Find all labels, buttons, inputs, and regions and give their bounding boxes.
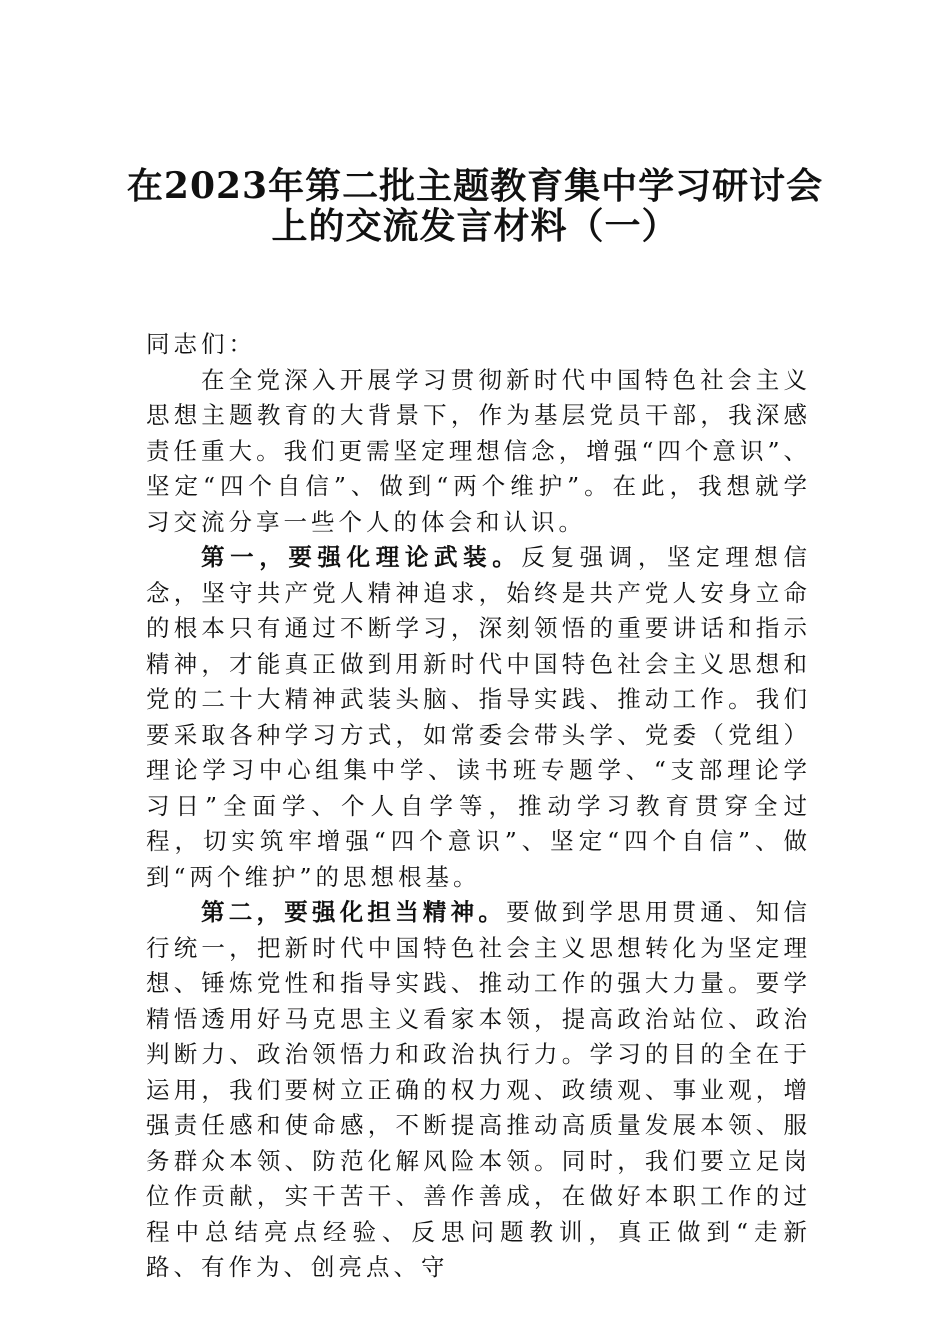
section-1-lead: 第一，要强化理论武装。 [201,543,522,571]
document-title-line-1: 在2023年第二批主题教育集中学习研讨会 [126,165,824,207]
section-paragraph-2 [146,895,811,1286]
section-2-lead: 第二，要强化担当精神。 [201,898,507,926]
section-2-text: 要做到学思用贯通、知信行统一，把新时代中国特色社会主义思想转化为坚定理想、锤炼党性和指导实践、推动工作的强大力量。要学精悟透用好马克思主义看家本领，提高政治站位、政治判断力、政治领悟力和政治执行力。学习的目的全在于运用，我们要树立正确的权力观、政绩观、事业观，增强责任感和使命感，不断提高推动高质量发展本领、服务群众本领、防范化解风险本领。同时，我们要立足岗位作贡献，实干苦干、善作善成，在做好本职工作的过程中总结亮点经验、反思问题教训，真正做到“走新路、有作为、创亮点、守 [146,898,812,1281]
document-body [146,327,811,1286]
section-1-text: 反复强调，坚定理想信念，坚守共产党人精神追求，始终是共产党人安身立命的根本只有通过不断学习，深刻领悟的重要讲话和指示精神，才能真正做到用新时代中国特色社会主义思想和党的二十大精神武装头脑、指导实践、推动工作。我们要采取各种学习方式，如常委会带头学、党委（党组）理论学习中心组集中学、读书班专题学、“支部理论学习日”全面学、个人自学等，推动学习教育贯穿全过程，切实筑牢增强“四个意识”、坚定“四个自信”、做到“两个维护”的思想根基。 [146,543,811,891]
document-title-line-2: 上的交流发言材料（一） [271,205,679,247]
intro-paragraph: 在全党深入开展学习贯彻新时代中国特色社会主义思想主题教育的大背景下，作为基层党员干部，我深感责任重大。我们更需坚定理想信念，增强“四个意识”、坚定“四个自信”、做到“两个维护”。在此，我想就学习交流分享一些个人的体会和认识。 [146,365,811,536]
section-paragraph-1 [146,540,811,895]
salutation: 同志们： [146,330,256,358]
